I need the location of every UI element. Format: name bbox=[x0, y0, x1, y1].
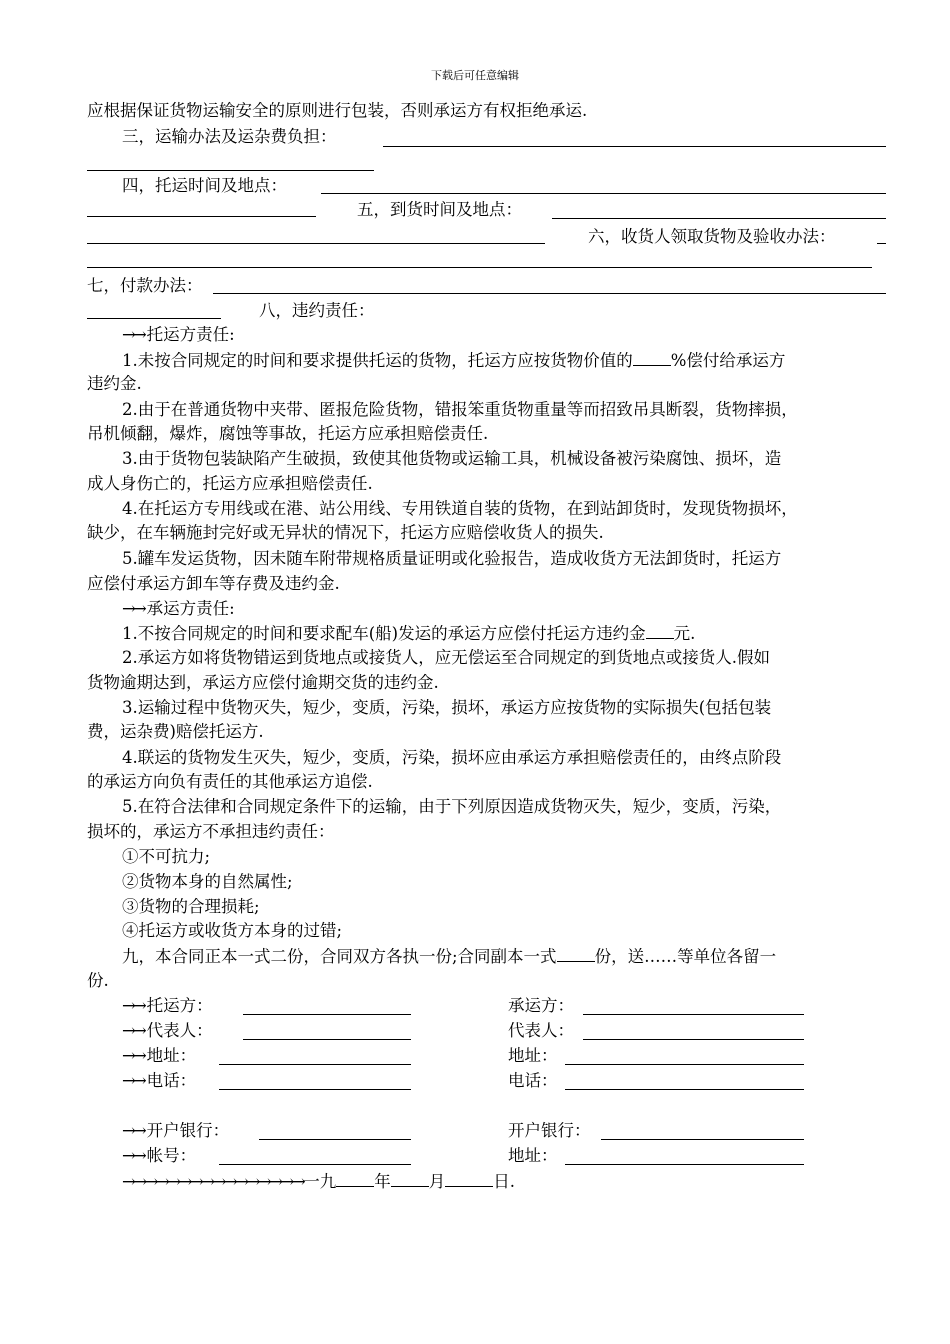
shipper-rep-label: →→ 代表人： bbox=[122, 1021, 213, 1040]
shipper-item-1-line-2: 违约金. bbox=[87, 374, 142, 393]
date-line: →→→→→→→→→→→→→→→→一九 年 月 日. bbox=[122, 1172, 515, 1191]
shipper-sign-line bbox=[243, 1014, 411, 1015]
carrier-address-label: 地址： bbox=[508, 1046, 558, 1065]
clause-7-blank-2 bbox=[87, 318, 221, 319]
carrier-phone-label: 电话： bbox=[508, 1071, 558, 1090]
exemption-4: ④托运方或收货方本身的过错; bbox=[122, 921, 343, 940]
carrier-bank-label: 开户银行： bbox=[508, 1121, 591, 1140]
clause-3-blank-2 bbox=[87, 170, 374, 171]
clause-5-blank-2 bbox=[87, 243, 545, 244]
shipper-item-4-line-2: 缺少，在车辆施封完好或无异状的情况下，托运方应赔偿收货人的损失. bbox=[87, 523, 604, 542]
carrier-sign-label: 承运方： bbox=[508, 996, 574, 1015]
shipper-address-label: →→ 地址： bbox=[122, 1046, 197, 1065]
shipper-item-3-line-2: 成人身伤亡的，托运方应承担赔偿责任. bbox=[87, 474, 373, 493]
shipper-account-label: →→ 帐号： bbox=[122, 1146, 197, 1165]
shipper-rep-line bbox=[243, 1039, 411, 1040]
shipper-item-4-line-1: 4.在托运方专用线或在港、站公用线、专用铁道自装的货物，在到站卸货时，发现货物损坏， bbox=[122, 499, 798, 518]
shipper-sign-label: →→ 托运方： bbox=[122, 996, 213, 1015]
clause-9-line-1: 九，本合同正本一式二份，合同双方各执一份;合同副本一式 份，送……等单位各留一 bbox=[122, 947, 777, 966]
clause-6-blank-2 bbox=[87, 267, 872, 268]
shipper-item-3-line-1: 3.由于货物包装缺陷产生破损，致使其他货物或运输工具，机械设备被污染腐蚀、损坏，造 bbox=[122, 449, 782, 468]
exemption-2: ②货物本身的自然属性; bbox=[122, 872, 293, 891]
clause-4-blank-2 bbox=[87, 216, 316, 217]
clause-4-label: 四，托运时间及地点： bbox=[122, 176, 287, 195]
carrier-item-1: 1.不按合同规定的时间和要求配车(船)发运的承运方应偿付托运方违约金 元. bbox=[122, 624, 696, 643]
clause-5-label: 五，到货时间及地点： bbox=[357, 200, 522, 219]
carrier-item-5-line-1: 5.在符合法律和合同规定条件下的运输，由于下列原因造成货物灭失，短少，变质，污染， bbox=[122, 797, 782, 816]
carrier-address-line bbox=[565, 1064, 804, 1065]
clause-9-line-2: 份. bbox=[87, 971, 109, 990]
shipper-bank-label: →→ 开户银行： bbox=[122, 1121, 230, 1140]
clause-6-label: 六，收货人领取货物及验收办法： bbox=[588, 227, 836, 246]
exemption-1: ①不可抗力; bbox=[122, 847, 211, 866]
carrier-item-5-line-2: 损坏的，承运方不承担违约责任： bbox=[87, 822, 335, 841]
shipper-phone-label: →→ 电话： bbox=[122, 1071, 197, 1090]
carrier-address2-line bbox=[565, 1164, 804, 1165]
shipper-address-line bbox=[219, 1064, 411, 1065]
carrier-bank-line bbox=[601, 1139, 804, 1140]
carrier-item-4-line-1: 4.联运的货物发生灭失，短少，变质，污染，损坏应由承运方承担赔偿责任的，由终点阶段 bbox=[122, 748, 782, 767]
shipper-item-2-line-2: 吊机倾翻，爆炸，腐蚀等事故，托运方应承担赔偿责任. bbox=[87, 424, 489, 443]
clause-7-label: 七，付款办法： bbox=[87, 276, 203, 295]
clause-5-blank bbox=[552, 218, 886, 219]
carrier-sign-line bbox=[583, 1014, 804, 1015]
carrier-rep-label: 代表人： bbox=[508, 1021, 574, 1040]
clause-3-label: 三，运输办法及运杂费负担： bbox=[122, 127, 337, 146]
intro-line: 应根据保证货物运输安全的原则进行包装，否则承运方有权拒绝承运. bbox=[87, 101, 588, 120]
carrier-item-3-line-1: 3.运输过程中货物灭失，短少，变质，污染，损坏，承运方应按货物的实际损失(包括包装 bbox=[122, 698, 772, 717]
clause-8-label: 八，违约责任： bbox=[259, 301, 375, 320]
shipper-item-2-line-1: 2.由于在普通货物中夹带、匿报危险货物，错报笨重货物重量等而招致吊具断裂，货物摔损， bbox=[122, 400, 798, 419]
carrier-rep-line bbox=[583, 1039, 804, 1040]
clause-3-blank bbox=[383, 146, 886, 147]
carrier-item-4-line-2: 的承运方向负有责任的其他承运方追偿. bbox=[87, 772, 373, 791]
carrier-item-2-line-1: 2.承运方如将货物错运到货地点或接货人，应无偿运至合同规定的到货地点或接货人.假如 bbox=[122, 648, 770, 667]
clause-7-blank bbox=[213, 293, 886, 294]
shipper-item-5-line-2: 应偿付承运方卸车等存费及违约金. bbox=[87, 574, 340, 593]
page-header: 下载后可任意编辑 bbox=[431, 69, 519, 82]
clause-4-blank bbox=[321, 193, 886, 194]
carrier-phone-line bbox=[565, 1089, 804, 1090]
carrier-address2-label: 地址： bbox=[508, 1146, 558, 1165]
carrier-liability-title: →→ 承运方责任: bbox=[122, 599, 235, 618]
shipper-item-1-line-1: 1.未按合同规定的时间和要求提供托运的货物，托运方应按货物价值的 %偿付给承运方 bbox=[122, 351, 786, 370]
shipper-bank-line bbox=[259, 1139, 411, 1140]
shipper-account-line bbox=[219, 1164, 411, 1165]
carrier-item-2-line-2: 货物逾期达到，承运方应偿付逾期交货的违约金. bbox=[87, 673, 439, 692]
exemption-3: ③货物的合理损耗; bbox=[122, 897, 260, 916]
shipper-phone-line bbox=[219, 1089, 411, 1090]
carrier-item-3-line-2: 费，运杂费)赔偿托运方. bbox=[87, 722, 264, 741]
clause-6-blank bbox=[877, 243, 886, 244]
shipper-liability-title: →→ 托运方责任: bbox=[122, 325, 235, 344]
shipper-item-5-line-1: 5.罐车发运货物，因未随车附带规格质量证明或化验报告，造成收货方无法卸货时，托运方 bbox=[122, 549, 782, 568]
